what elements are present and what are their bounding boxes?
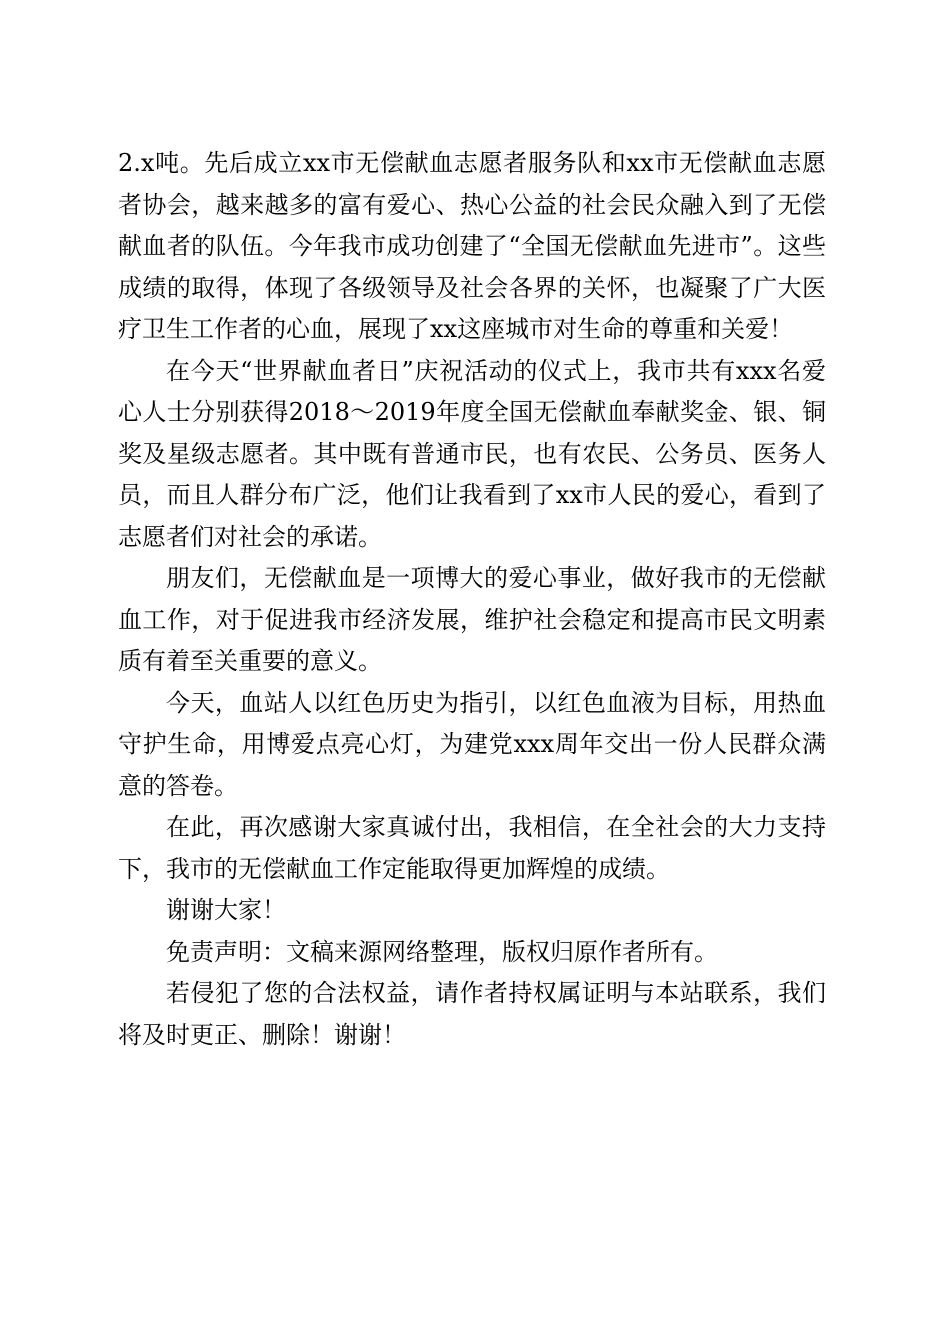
paragraph-infringement-notice: 若侵犯了您的合法权益，请作者持权属证明与本站联系，我们将及时更正、删除！谢谢！ [118, 979, 826, 1049]
paragraph-significance: 朋友们，无偿献血是一项博大的爱心事业，做好我市的无偿献血工作，对于促进我市经济发展，维护社会稳定和提高市民文明素质有着至关重要的意义。 [118, 564, 826, 675]
paragraph-award-ceremony: 在今天“世界献血者日”庆祝活动的仪式上，我市共有xxx名爱心人士分别获得2018～2019年度全国无偿献血奉献奖金、银、铜奖及星级志愿者。其中既有普通市民，也有农民、公务员、医务人员，而且人群分布广泛，他们让我看到了xx市人民的爱心，看到了志愿者们对社会的承诺。 [118, 356, 826, 551]
paragraph-achievements: 2.x吨。先后成立xx市无偿献血志愿者服务队和xx市无偿献血志愿者协会，越来越多的富有爱心、热心公益的社会民众融入到了无偿献血者的队伍。今年我市成功创建了“全国无偿献血先进市”。这些成绩的取得，体现了各级领导及社会各界的关怀，也凝聚了广大医疗卫生工作者的心血，展现了xx这座城市对生命的尊重和关爱！ [118, 149, 826, 343]
paragraph-gratitude: 在此，再次感谢大家真诚付出，我相信，在全社会的大力支持下，我市的无偿献血工作定能取得更加辉煌的成绩。 [118, 813, 826, 883]
document-body [118, 143, 826, 1056]
paragraph-thanks: 谢谢大家！ [166, 896, 286, 924]
paragraph-disclaimer: 免责声明：文稿来源网络整理，版权归原作者所有。 [166, 937, 718, 966]
paragraph-blood-station: 今天，血站人以红色历史为指引，以红色血液为目标，用热血守护生命，用博爱点亮心灯，为建党xxx周年交出一份人民群众满意的答卷。 [118, 688, 826, 800]
